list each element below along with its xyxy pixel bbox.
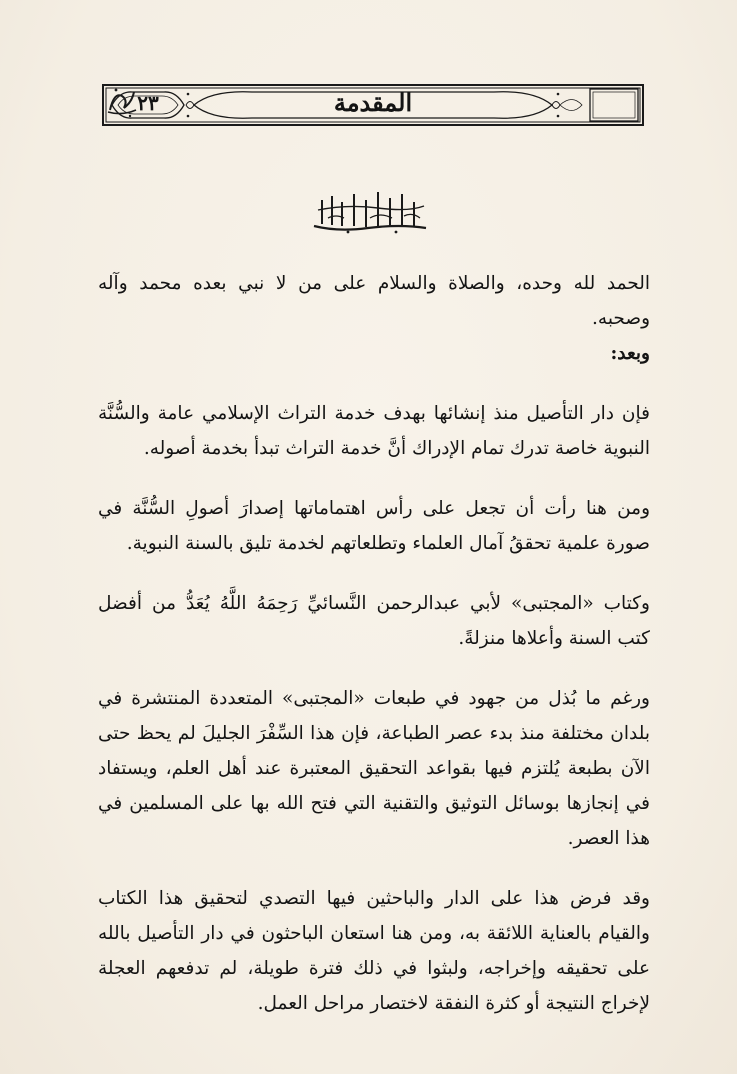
page-number: ٢٣: [137, 91, 159, 115]
book-logo: [102, 82, 142, 120]
page-header: [102, 82, 644, 128]
basmala-calligraphy: [308, 188, 432, 236]
paragraph-3: وكتاب «المجتبى» لأبي عبدالرحمن النَّسائيِّ رَحِمَهُ اللَّهُ يُعَدُّ من أفضل كتب السنة وأعلاها منزلةً.: [98, 593, 650, 649]
page-body: [98, 266, 650, 1021]
paragraph-5: وقد فرض هذا على الدار والباحثين فيها التصدي لتحقيق هذا الكتاب والقيام بالعناية اللائقة به، ومن هنا استعان الباحثون في دار التأصيل بالله على تحقيقه وإخراجه، ولبثوا في ذلك فترة طويلة، لم تدفعهم العجلة لإخراج النتيجة أو كثرة النفقة لاختصار مراحل العمل.: [98, 888, 650, 1014]
wa-bad-heading: وبعد:: [610, 343, 650, 364]
paragraph-2: ومن هنا رأت أن تجعل على رأس اهتماماتها إصدارَ أصولِ السُّنَّة في صورة علمية تحققُ آمال العلماء وتطلعاتهم لخدمة تليق بالسنة النبوية.: [98, 498, 650, 554]
paragraph-1: فإن دار التأصيل منذ إنشائها بهدف خدمة التراث الإسلامي عامة والسُّنَّة النبوية خاصة تدرك تمام الإدراك أنَّ خدمة التراث تبدأ بخدمة أصوله.: [98, 403, 650, 459]
page-title: المقدمة: [333, 88, 413, 117]
opening-paragraph: الحمد لله وحده، والصلاة والسلام على من لا نبي بعده محمد وآله وصحبه.: [98, 273, 650, 329]
paragraph-4: ورغم ما بُذل من جهود في طبعات «المجتبى» المتعددة المنتشرة في بلدان مختلفة منذ بدء عصر الطباعة، فإن هذا السِّفْرَ الجليلَ لم يحظ حتى الآن بطبعة يُلتزم فيها بقواعد التحقيق المعتبرة عند أهل العلم، ويستفاد في إنجازها بوسائل التوثيق والتقنية التي فتح الله بها على المسلمين في هذا العصر.: [98, 688, 650, 849]
